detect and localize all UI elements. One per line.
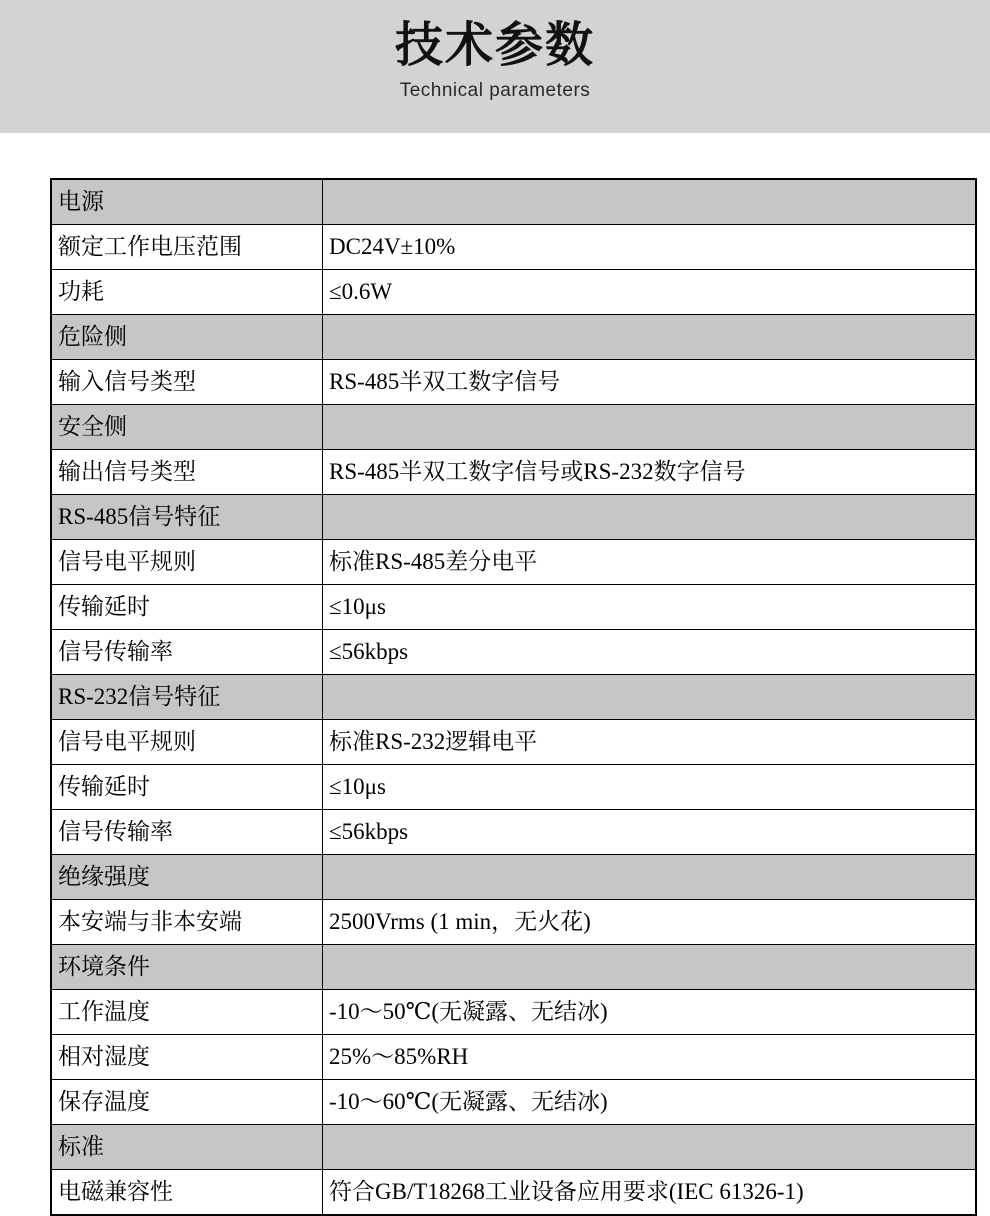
spec-section-value (323, 405, 977, 450)
spec-value (323, 270, 977, 315)
spec-label (51, 1035, 323, 1080)
cell-value-text: 2500Vrms (1 min，无火花) (329, 909, 591, 935)
spec-table-row (51, 270, 976, 315)
spec-section-row (51, 495, 976, 540)
cell-label-text: 绝缘强度 (58, 864, 150, 890)
cell-label-text: RS-485信号特征 (58, 504, 221, 530)
spec-section-row (51, 855, 976, 900)
spec-label (51, 225, 323, 270)
cell-value-text: 25%～85%RH (329, 1044, 469, 1070)
spec-section-label (51, 1125, 323, 1170)
spec-value (323, 1035, 977, 1080)
page-subtitle: Technical parameters (399, 80, 591, 101)
cell-label-text: 电磁兼容性 (58, 1179, 173, 1205)
cell-label-text: 相对湿度 (58, 1044, 150, 1070)
spec-section-value (323, 495, 977, 540)
spec-section-label (51, 945, 323, 990)
spec-section-value (323, 1125, 977, 1170)
spec-table-row (51, 810, 976, 855)
spec-section-value (323, 675, 977, 720)
spec-label (51, 270, 323, 315)
spec-value (323, 810, 977, 855)
cell-label-text: 输入信号类型 (58, 369, 196, 395)
spec-table-container (50, 178, 950, 1216)
spec-value (323, 720, 977, 765)
spec-value (323, 225, 977, 270)
cell-label-text: 工作温度 (58, 999, 150, 1025)
spec-section-row (51, 1125, 976, 1170)
cell-label-text: 信号电平规则 (58, 729, 196, 755)
spec-label (51, 720, 323, 765)
spec-section-label (51, 179, 323, 225)
spec-value (323, 450, 977, 495)
spec-value (323, 1170, 977, 1216)
cell-value-text: ≤56kbps (329, 639, 409, 665)
spec-value (323, 585, 977, 630)
cell-label-text: 电源 (58, 189, 104, 215)
cell-label-text: 信号传输率 (58, 639, 173, 665)
cell-value-text: 标准RS-232逻辑电平 (329, 729, 538, 755)
page-title: 技术参数 (394, 19, 595, 72)
spec-section-row (51, 405, 976, 450)
spec-table-row (51, 1035, 976, 1080)
spec-table-body (51, 179, 976, 1215)
cell-value-text: ≤56kbps (329, 819, 409, 845)
cell-value-text: ≤0.6W (329, 279, 393, 305)
cell-label-text: 信号传输率 (58, 819, 173, 845)
spec-label (51, 765, 323, 810)
spec-label (51, 810, 323, 855)
spec-label (51, 450, 323, 495)
spec-table-row (51, 765, 976, 810)
spec-label (51, 900, 323, 945)
cell-label-text: 标准 (58, 1134, 104, 1160)
spec-table-row (51, 360, 976, 405)
spec-label (51, 1080, 323, 1125)
spec-value (323, 540, 977, 585)
spec-section-label (51, 855, 323, 900)
spec-value (323, 630, 977, 675)
spec-section-row (51, 675, 976, 720)
spec-section-value (323, 315, 977, 360)
spec-section-value (323, 179, 977, 225)
cell-value-text: DC24V±10% (329, 234, 456, 260)
spec-table-row (51, 900, 976, 945)
spec-value (323, 990, 977, 1035)
spec-section-row (51, 945, 976, 990)
cell-label-text: 功耗 (58, 279, 104, 305)
spec-table-row (51, 1170, 976, 1216)
spec-section-label (51, 495, 323, 540)
spec-section-row (51, 315, 976, 360)
spec-section-label (51, 675, 323, 720)
cell-value-text: 符合GB/T18268工业设备应用要求(IEC 61326-1) (329, 1179, 804, 1205)
spec-table-row (51, 540, 976, 585)
cell-label-text: 输出信号类型 (58, 459, 196, 485)
cell-value-text: RS-485半双工数字信号 (329, 369, 561, 395)
page-header-band (0, 0, 990, 133)
spec-label (51, 360, 323, 405)
spec-table-row (51, 720, 976, 765)
spec-table-row (51, 450, 976, 495)
cell-label-text: 安全侧 (58, 414, 127, 440)
cell-label-text: 传输延时 (58, 774, 150, 800)
spec-value (323, 900, 977, 945)
cell-label-text: 信号电平规则 (58, 549, 196, 575)
spec-label (51, 1170, 323, 1216)
spec-table-row (51, 990, 976, 1035)
spec-section-value (323, 945, 977, 990)
cell-label-text: 环境条件 (58, 954, 150, 980)
spec-section-label (51, 315, 323, 360)
cell-label-text: 传输延时 (58, 594, 150, 620)
spec-label (51, 585, 323, 630)
spec-table (50, 178, 977, 1216)
spec-table-row (51, 1080, 976, 1125)
cell-value-text: RS-485半双工数字信号或RS-232数字信号 (329, 459, 746, 485)
spec-label (51, 540, 323, 585)
cell-label-text: 本安端与非本安端 (58, 909, 242, 935)
spec-section-value (323, 855, 977, 900)
cell-value-text: ≤10μs (329, 774, 386, 800)
spec-value (323, 1080, 977, 1125)
spec-label (51, 630, 323, 675)
cell-value-text: ≤10μs (329, 594, 386, 620)
cell-value-text: -10～50℃(无凝露、无结冰) (329, 999, 608, 1025)
spec-table-row (51, 630, 976, 675)
spec-value (323, 360, 977, 405)
spec-section-row (51, 179, 976, 225)
cell-value-text: -10～60℃(无凝露、无结冰) (329, 1089, 608, 1115)
cell-label-text: 保存温度 (58, 1089, 150, 1115)
spec-table-row (51, 225, 976, 270)
spec-table-row (51, 585, 976, 630)
spec-label (51, 990, 323, 1035)
spec-value (323, 765, 977, 810)
cell-label-text: RS-232信号特征 (58, 684, 221, 710)
cell-label-text: 额定工作电压范围 (58, 234, 242, 260)
cell-label-text: 危险侧 (58, 324, 127, 350)
cell-value-text: 标准RS-485差分电平 (329, 549, 538, 575)
spec-section-label (51, 405, 323, 450)
